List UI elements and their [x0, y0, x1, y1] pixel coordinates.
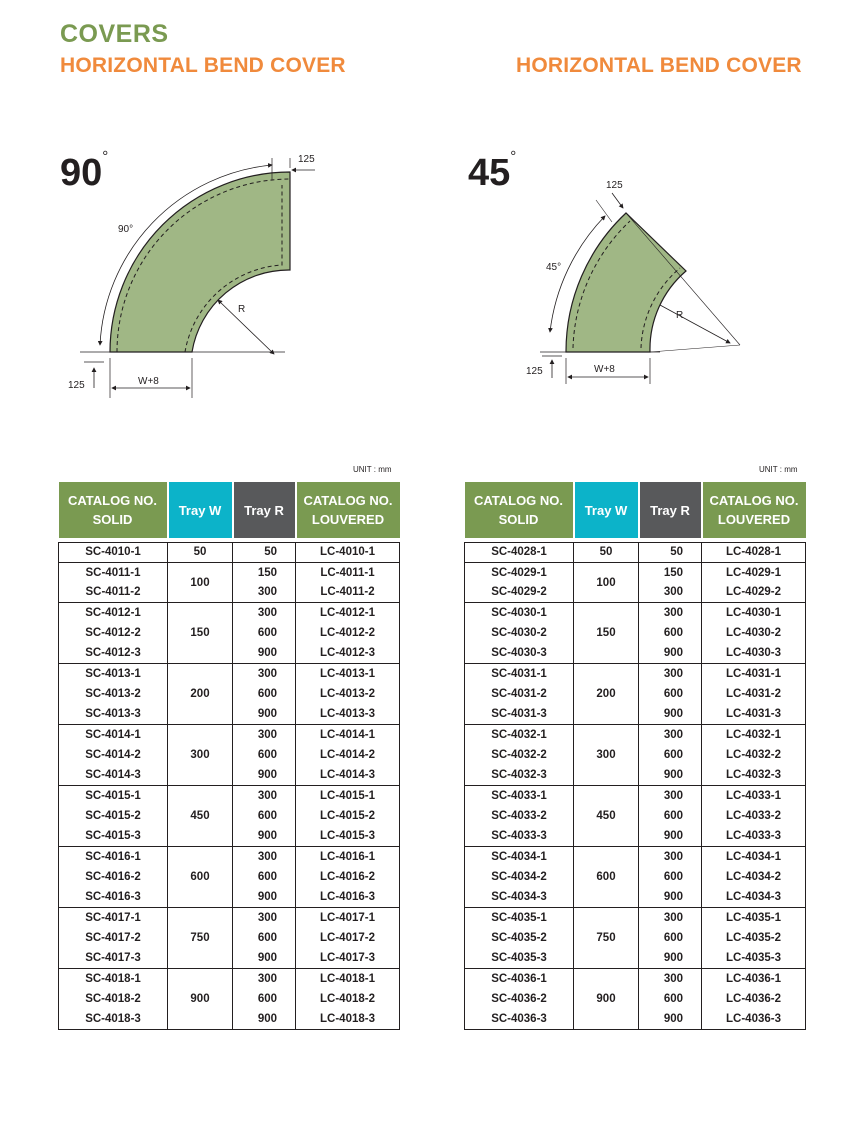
- col-header-solid: [59, 482, 168, 538]
- tray-width: 750: [168, 907, 233, 968]
- tray-radius: 600: [639, 684, 702, 704]
- tray-radius: 900: [639, 948, 702, 968]
- header-line: CATALOG NO.: [709, 493, 799, 508]
- solid-catalog-no: SC-4031-2: [465, 684, 574, 704]
- tray-radius: 300: [639, 968, 702, 988]
- tray-radius: 900: [639, 765, 702, 785]
- solid-catalog-no: SC-4030-1: [465, 603, 574, 623]
- louvered-catalog-no: LC-4012-3: [296, 643, 400, 663]
- dim-top-label: 125: [606, 180, 623, 191]
- louvered-catalog-no: LC-4013-2: [296, 684, 400, 704]
- tray-width: 150: [168, 603, 233, 664]
- solid-catalog-no: SC-4034-2: [465, 867, 574, 887]
- tray-width: 450: [168, 786, 233, 847]
- degree-sign: °: [510, 148, 517, 165]
- angle-value: 45: [468, 152, 511, 194]
- table-row: [59, 846, 400, 866]
- tray-radius: 300: [233, 583, 296, 603]
- louvered-catalog-no: LC-4036-3: [702, 1009, 806, 1029]
- louvered-catalog-no: LC-4035-3: [702, 948, 806, 968]
- solid-catalog-no: SC-4018-3: [59, 1009, 168, 1029]
- louvered-catalog-no: LC-4030-3: [702, 643, 806, 663]
- tray-radius: 600: [233, 684, 296, 704]
- tray-radius: 300: [639, 583, 702, 603]
- louvered-catalog-no: LC-4035-1: [702, 907, 806, 927]
- solid-catalog-no: SC-4012-3: [59, 643, 168, 663]
- header-line: CATALOG NO.: [67, 493, 158, 508]
- tray-radius: 600: [639, 928, 702, 948]
- solid-catalog-no: SC-4034-3: [465, 887, 574, 907]
- header-line: SOLID: [92, 512, 133, 527]
- tray-radius: 50: [233, 542, 296, 562]
- louvered-catalog-no: LC-4035-2: [702, 928, 806, 948]
- louvered-catalog-no: LC-4015-3: [296, 826, 400, 846]
- louvered-catalog-no: LC-4017-2: [296, 928, 400, 948]
- unit-label: UNIT : mm: [759, 465, 798, 474]
- solid-catalog-no: SC-4028-1: [465, 542, 574, 562]
- tray-radius: 300: [233, 846, 296, 866]
- tray-radius: 600: [639, 623, 702, 643]
- louvered-catalog-no: LC-4034-2: [702, 867, 806, 887]
- tray-radius: 900: [233, 826, 296, 846]
- degree-sign: °: [102, 148, 109, 165]
- solid-catalog-no: SC-4029-1: [465, 562, 574, 582]
- table-row: [465, 603, 806, 623]
- table-row: [465, 907, 806, 927]
- solid-catalog-no: SC-4010-1: [59, 542, 168, 562]
- tray-radius: 150: [639, 562, 702, 582]
- louvered-catalog-no: LC-4028-1: [702, 542, 806, 562]
- col-header-tray-w: Tray W: [168, 482, 233, 538]
- table-row: [59, 542, 400, 562]
- tray-radius: 300: [233, 664, 296, 684]
- col-header-solid: [465, 482, 574, 538]
- tray-radius: 900: [233, 704, 296, 724]
- louvered-catalog-no: LC-4014-2: [296, 745, 400, 765]
- solid-catalog-no: SC-4036-2: [465, 989, 574, 1009]
- unit-label: UNIT : mm: [353, 465, 392, 474]
- solid-catalog-no: SC-4012-1: [59, 603, 168, 623]
- bend-diagram-45: [0, 0, 850, 420]
- tray-width: 600: [168, 846, 233, 907]
- solid-catalog-no: SC-4013-2: [59, 684, 168, 704]
- louvered-catalog-no: LC-4030-2: [702, 623, 806, 643]
- solid-catalog-no: SC-4014-1: [59, 725, 168, 745]
- table-row: [59, 562, 400, 582]
- table-row: [59, 786, 400, 806]
- tray-radius: 900: [639, 826, 702, 846]
- louvered-catalog-no: LC-4018-3: [296, 1009, 400, 1029]
- tray-radius: 300: [639, 846, 702, 866]
- louvered-catalog-no: LC-4032-2: [702, 745, 806, 765]
- louvered-catalog-no: LC-4034-3: [702, 887, 806, 907]
- tray-width: 200: [168, 664, 233, 725]
- tray-width: 750: [574, 907, 639, 968]
- width-label: W+8: [138, 376, 159, 387]
- louvered-catalog-no: LC-4032-1: [702, 725, 806, 745]
- louvered-catalog-no: LC-4036-1: [702, 968, 806, 988]
- tray-radius: 50: [639, 542, 702, 562]
- louvered-catalog-no: LC-4031-2: [702, 684, 806, 704]
- tray-radius: 600: [639, 989, 702, 1009]
- page-title-left: HORIZONTAL BEND COVER: [60, 54, 346, 77]
- solid-catalog-no: SC-4031-1: [465, 664, 574, 684]
- louvered-catalog-no: LC-4032-3: [702, 765, 806, 785]
- tray-radius: 300: [233, 603, 296, 623]
- solid-catalog-no: SC-4017-1: [59, 907, 168, 927]
- tray-width: 50: [574, 542, 639, 562]
- catalog-table-90: [58, 482, 400, 1030]
- tray-width: 150: [574, 603, 639, 664]
- tray-radius: 600: [639, 867, 702, 887]
- tray-radius: 600: [233, 806, 296, 826]
- tray-radius: 300: [639, 603, 702, 623]
- solid-catalog-no: SC-4031-3: [465, 704, 574, 724]
- solid-catalog-no: SC-4018-1: [59, 968, 168, 988]
- louvered-catalog-no: LC-4015-1: [296, 786, 400, 806]
- radius-label: R: [676, 310, 684, 321]
- solid-catalog-no: SC-4011-1: [59, 562, 168, 582]
- tray-radius: 600: [233, 928, 296, 948]
- solid-catalog-no: SC-4016-3: [59, 887, 168, 907]
- louvered-catalog-no: LC-4016-1: [296, 846, 400, 866]
- solid-catalog-no: SC-4013-3: [59, 704, 168, 724]
- table-row: [465, 542, 806, 562]
- solid-catalog-no: SC-4014-3: [59, 765, 168, 785]
- louvered-catalog-no: LC-4033-1: [702, 786, 806, 806]
- table-row: [465, 562, 806, 582]
- solid-catalog-no: SC-4015-3: [59, 826, 168, 846]
- tray-width: 300: [168, 725, 233, 786]
- louvered-catalog-no: LC-4016-2: [296, 867, 400, 887]
- radius-label: R: [238, 304, 246, 315]
- solid-catalog-no: SC-4016-2: [59, 867, 168, 887]
- tray-width: 600: [574, 846, 639, 907]
- solid-catalog-no: SC-4013-1: [59, 664, 168, 684]
- dim-side-label: 125: [68, 380, 85, 391]
- tray-radius: 900: [639, 1009, 702, 1029]
- louvered-catalog-no: LC-4029-1: [702, 562, 806, 582]
- solid-catalog-no: SC-4032-3: [465, 765, 574, 785]
- solid-catalog-no: SC-4035-1: [465, 907, 574, 927]
- tray-width: 300: [574, 725, 639, 786]
- louvered-catalog-no: LC-4015-2: [296, 806, 400, 826]
- tray-radius: 300: [233, 786, 296, 806]
- width-label: W+8: [594, 364, 615, 375]
- table-row: [465, 725, 806, 745]
- louvered-catalog-no: LC-4031-1: [702, 664, 806, 684]
- tray-width: 450: [574, 786, 639, 847]
- dim-side-label: 125: [526, 366, 543, 377]
- tray-radius: 600: [233, 623, 296, 643]
- arc-label: 45°: [546, 262, 562, 273]
- tray-radius: 600: [233, 989, 296, 1009]
- solid-catalog-no: SC-4033-3: [465, 826, 574, 846]
- solid-catalog-no: SC-4012-2: [59, 623, 168, 643]
- solid-catalog-no: SC-4032-2: [465, 745, 574, 765]
- bend-cover-shape: [566, 213, 686, 352]
- louvered-catalog-no: LC-4010-1: [296, 542, 400, 562]
- tray-radius: 600: [639, 745, 702, 765]
- solid-catalog-no: SC-4014-2: [59, 745, 168, 765]
- tray-radius: 900: [639, 704, 702, 724]
- tray-radius: 600: [233, 867, 296, 887]
- table-row: [59, 603, 400, 623]
- tray-radius: 600: [233, 745, 296, 765]
- louvered-catalog-no: LC-4014-3: [296, 765, 400, 785]
- table-row: [59, 664, 400, 684]
- col-header-louvered: [702, 482, 806, 538]
- section-title: COVERS: [60, 20, 169, 48]
- solid-catalog-no: SC-4035-3: [465, 948, 574, 968]
- solid-catalog-no: SC-4015-1: [59, 786, 168, 806]
- arc-label: 90°: [118, 224, 134, 235]
- louvered-catalog-no: LC-4012-1: [296, 603, 400, 623]
- louvered-catalog-no: LC-4034-1: [702, 846, 806, 866]
- louvered-catalog-no: LC-4013-1: [296, 664, 400, 684]
- solid-catalog-no: SC-4015-2: [59, 806, 168, 826]
- table-row: [59, 968, 400, 988]
- tray-width: 50: [168, 542, 233, 562]
- louvered-catalog-no: LC-4013-3: [296, 704, 400, 724]
- col-header-tray-r: Tray R: [233, 482, 296, 538]
- tray-radius: 300: [233, 725, 296, 745]
- page-title-right: HORIZONTAL BEND COVER: [516, 54, 802, 77]
- solid-catalog-no: SC-4016-1: [59, 846, 168, 866]
- louvered-catalog-no: LC-4011-1: [296, 562, 400, 582]
- tray-radius: 300: [639, 786, 702, 806]
- louvered-catalog-no: LC-4030-1: [702, 603, 806, 623]
- table-row: [59, 725, 400, 745]
- tray-radius: 900: [639, 643, 702, 663]
- louvered-catalog-no: LC-4029-2: [702, 583, 806, 603]
- solid-catalog-no: SC-4035-2: [465, 928, 574, 948]
- table-row: [465, 968, 806, 988]
- louvered-catalog-no: LC-4031-3: [702, 704, 806, 724]
- solid-catalog-no: SC-4033-1: [465, 786, 574, 806]
- louvered-catalog-no: LC-4017-1: [296, 907, 400, 927]
- table-row: [465, 786, 806, 806]
- angle-value: 90: [60, 152, 103, 194]
- louvered-catalog-no: LC-4033-2: [702, 806, 806, 826]
- table-row: [465, 846, 806, 866]
- tray-radius: 900: [639, 887, 702, 907]
- solid-catalog-no: SC-4030-2: [465, 623, 574, 643]
- tray-radius: 300: [639, 907, 702, 927]
- solid-catalog-no: SC-4011-2: [59, 583, 168, 603]
- louvered-catalog-no: LC-4012-2: [296, 623, 400, 643]
- solid-catalog-no: SC-4032-1: [465, 725, 574, 745]
- tray-radius: 900: [233, 765, 296, 785]
- solid-catalog-no: SC-4036-1: [465, 968, 574, 988]
- dim-top-label: 125: [298, 154, 315, 165]
- louvered-catalog-no: LC-4033-3: [702, 826, 806, 846]
- tray-radius: 300: [639, 664, 702, 684]
- col-header-tray-r: Tray R: [639, 482, 702, 538]
- tray-radius: 900: [233, 887, 296, 907]
- header-line: CATALOG NO.: [303, 493, 393, 508]
- tray-radius: 900: [233, 948, 296, 968]
- louvered-catalog-no: LC-4018-2: [296, 989, 400, 1009]
- tray-width: 100: [168, 562, 233, 603]
- solid-catalog-no: SC-4034-1: [465, 846, 574, 866]
- tray-radius: 300: [233, 907, 296, 927]
- solid-catalog-no: SC-4018-2: [59, 989, 168, 1009]
- tray-radius: 900: [233, 1009, 296, 1029]
- louvered-catalog-no: LC-4014-1: [296, 725, 400, 745]
- catalog-table-45: [464, 482, 806, 1030]
- louvered-catalog-no: LC-4016-3: [296, 887, 400, 907]
- tray-width: 900: [574, 968, 639, 1029]
- tray-width: 900: [168, 968, 233, 1029]
- tray-radius: 150: [233, 562, 296, 582]
- table-row: [59, 907, 400, 927]
- louvered-catalog-no: LC-4011-2: [296, 583, 400, 603]
- louvered-catalog-no: LC-4036-2: [702, 989, 806, 1009]
- tray-radius: 900: [233, 643, 296, 663]
- tray-radius: 600: [639, 806, 702, 826]
- solid-catalog-no: SC-4033-2: [465, 806, 574, 826]
- louvered-catalog-no: LC-4017-3: [296, 948, 400, 968]
- header-line: LOUVERED: [311, 512, 385, 527]
- solid-catalog-no: SC-4029-2: [465, 583, 574, 603]
- solid-catalog-no: SC-4017-2: [59, 928, 168, 948]
- header-line: SOLID: [498, 512, 539, 527]
- louvered-catalog-no: LC-4018-1: [296, 968, 400, 988]
- header-line: CATALOG NO.: [473, 493, 564, 508]
- header-line: LOUVERED: [717, 512, 791, 527]
- tray-radius: 300: [639, 725, 702, 745]
- table-row: [465, 664, 806, 684]
- solid-catalog-no: SC-4036-3: [465, 1009, 574, 1029]
- col-header-louvered: [296, 482, 400, 538]
- tray-width: 200: [574, 664, 639, 725]
- solid-catalog-no: SC-4030-3: [465, 643, 574, 663]
- tray-radius: 300: [233, 968, 296, 988]
- col-header-tray-w: Tray W: [574, 482, 639, 538]
- solid-catalog-no: SC-4017-3: [59, 948, 168, 968]
- tray-width: 100: [574, 562, 639, 603]
